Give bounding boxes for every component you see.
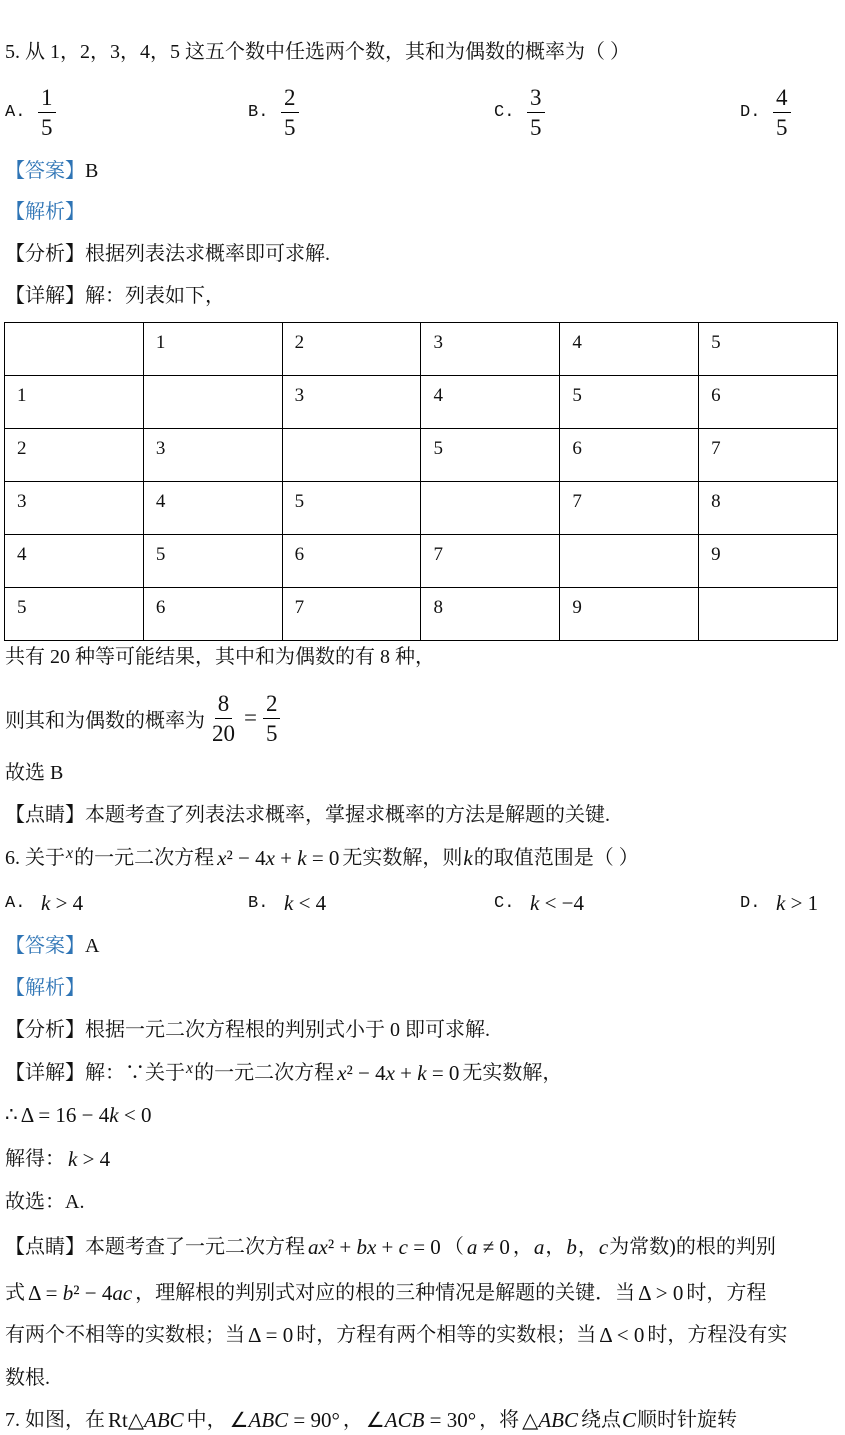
table-cell: 8 — [421, 588, 560, 641]
math-inequality: Δ = 16 − 4k < 0 — [20, 1103, 152, 1127]
table-cell: 6 — [282, 535, 421, 588]
answer-value: A — [85, 935, 100, 957]
math-inequality: Δ < 0 — [599, 1323, 645, 1347]
math-equation: ax² + bx + c = 0 — [308, 1235, 441, 1259]
math-variable: c — [598, 1235, 609, 1259]
option-label: B. — [248, 103, 269, 122]
q6-dianjing-line-2 — [5, 1279, 766, 1307]
option-label: A. — [5, 893, 26, 913]
option-expression: k < 4 — [284, 890, 327, 915]
q6-option-b — [248, 889, 329, 917]
text-segment: 【点睛】本题考查了一元二次方程 — [5, 1236, 305, 1258]
option-fraction — [773, 86, 791, 139]
text-segment: （ — [443, 1236, 464, 1258]
text-segment: 时，方程 — [686, 1282, 767, 1304]
math-variable: C — [622, 1408, 637, 1432]
table-header-cell: 5 — [699, 323, 838, 376]
option-expression: k > 4 — [41, 890, 84, 915]
q5-option-a — [5, 86, 56, 139]
text-segment: 【详解】解：∵关于 — [5, 1062, 185, 1084]
option-fraction — [527, 86, 545, 139]
stem-text: 的一元二次方程 — [74, 847, 215, 869]
q5-xiangjie: 【详解】解：列表如下， — [5, 285, 225, 307]
q6-xiangjie — [5, 1059, 562, 1087]
fraction-numerator: 2 — [263, 692, 281, 719]
table-cell: 6 — [560, 429, 699, 482]
fraction-denominator: 5 — [284, 115, 296, 140]
text-segment: 绕点 — [581, 1409, 621, 1431]
option-expression: k > 1 — [776, 890, 819, 915]
q5-stem-text: 5. 从 1，2，3，4，5 这五个数中任选两个数，其和为偶数的概率为（ ） — [5, 41, 630, 63]
q6-option-c — [494, 889, 587, 917]
fraction-denominator: 20 — [212, 720, 235, 746]
option-expression: k < −4 — [530, 890, 585, 915]
q6-dianjing-line-1 — [5, 1233, 776, 1261]
q6-answer — [5, 932, 99, 960]
answer-tag: 【答案】 — [5, 935, 85, 957]
option-label: D. — [740, 893, 761, 913]
text-segment: 有两个不相等的实数根；当 — [5, 1324, 245, 1346]
table-cell: 5 — [282, 482, 421, 535]
table-header-cell: 2 — [282, 323, 421, 376]
text-segment: 顺时针旋转 — [637, 1409, 738, 1431]
table-cell: 9 — [699, 535, 838, 588]
table-cell: 7 — [699, 429, 838, 482]
table-header-cell: 3 — [421, 323, 560, 376]
probability-fraction — [263, 692, 281, 745]
text-segment: 无实数解， — [462, 1062, 563, 1084]
table-cell — [282, 429, 421, 482]
table-cell: 4 — [143, 482, 282, 535]
q5-dianjing: 【点睛】本题考查了列表法求概率，掌握求概率的方法是解题的关键. — [5, 804, 610, 826]
table-cell: 7 — [421, 535, 560, 588]
q5-answer — [5, 157, 98, 185]
table-cell: 5 — [143, 535, 282, 588]
q5-result: 共有 20 种等可能结果，其中和为偶数的有 8 种， — [5, 646, 435, 668]
table-cell — [699, 588, 838, 641]
text-segment: 中， — [186, 1409, 227, 1431]
math-variable: x — [186, 1060, 194, 1077]
math-equation: x² − 4x + k = 0 — [337, 1061, 460, 1085]
option-label: B. — [248, 893, 269, 913]
math-angle: ∠ACB = 30° — [365, 1408, 477, 1432]
equals-sign: = — [244, 705, 257, 730]
table-cell: 6 — [699, 376, 838, 429]
fraction-denominator: 5 — [41, 115, 53, 140]
table-row — [5, 482, 838, 535]
text-segment: ，理解根的判别式对应的根的三种情况是解题的关键．当 — [135, 1282, 636, 1304]
fraction-numerator: 1 — [38, 86, 56, 113]
q5-choose: 故选 B — [5, 762, 64, 784]
table-cell — [560, 535, 699, 588]
fraction-denominator: 5 — [265, 720, 278, 746]
q5-probability — [5, 690, 280, 746]
text-segment: 式 — [5, 1282, 25, 1304]
table-row-header-cell: 1 — [5, 376, 144, 429]
q6-analysis-tag: 【解析】 — [5, 977, 85, 999]
q5-stem — [5, 38, 630, 66]
text-segment: ， — [512, 1236, 533, 1258]
math-condition: a ≠ 0 — [466, 1235, 510, 1259]
text-segment: ， — [545, 1236, 566, 1258]
stem-text: 的取值范围是（ ） — [473, 847, 639, 869]
math-inequality: k > 4 — [68, 1147, 111, 1171]
text-segment: 时，方程没有实 — [647, 1324, 788, 1346]
math-text: Rt — [108, 1408, 128, 1432]
option-label: D. — [740, 103, 761, 122]
text-segment: ，将 — [479, 1409, 520, 1431]
q6-dianjing-line-3 — [5, 1321, 787, 1349]
stem-text: 6. 关于 — [5, 847, 65, 869]
q5-analysis-tag: 【解析】 — [5, 201, 85, 223]
text-segment: 时，方程有两个相等的实数根；当 — [296, 1324, 597, 1346]
table-cell — [143, 376, 282, 429]
table-cell: 8 — [699, 482, 838, 535]
q6-fenxi: 【分析】根据一元二次方程根的判别式小于 0 即可求解. — [5, 1019, 490, 1041]
math-variable: b — [566, 1235, 577, 1259]
math-variable: x — [66, 845, 74, 862]
table-header-cell — [5, 323, 144, 376]
table-cell: 5 — [560, 376, 699, 429]
math-variable: k — [463, 846, 473, 870]
table-row-header-cell: 2 — [5, 429, 144, 482]
table-row — [5, 588, 838, 641]
table-cell: 7 — [560, 482, 699, 535]
table-row-header-cell: 3 — [5, 482, 144, 535]
q5-option-b — [248, 86, 299, 139]
q5-option-c — [494, 86, 545, 139]
text-segment: 解得： — [5, 1148, 65, 1170]
q6-delta — [5, 1101, 154, 1129]
table-cell: 3 — [143, 429, 282, 482]
table-cell: 4 — [421, 376, 560, 429]
q5-option-d — [740, 86, 791, 139]
fraction-denominator: 5 — [776, 115, 788, 140]
option-fraction — [38, 86, 56, 139]
text-segment: 数根. — [5, 1367, 50, 1389]
math-angle: ∠ABC = 90° — [229, 1408, 340, 1432]
answer-tag: 【答案】 — [5, 160, 85, 182]
table-row — [5, 376, 838, 429]
math-variable: a — [533, 1235, 545, 1259]
math-triangle: △ABC — [522, 1408, 578, 1432]
option-fraction — [281, 86, 299, 139]
table-cell — [421, 482, 560, 535]
q6-stem — [5, 844, 639, 872]
answer-value: B — [85, 160, 99, 182]
table-header-cell: 4 — [560, 323, 699, 376]
text-segment: ， — [342, 1409, 363, 1431]
math-triangle: △ABC — [127, 1408, 184, 1432]
table-row — [5, 535, 838, 588]
math-discriminant: Δ = b² − 4ac — [28, 1281, 133, 1305]
math-inequality: Δ > 0 — [638, 1281, 684, 1305]
table-header-cell: 1 — [143, 323, 282, 376]
table-row-header-cell: 4 — [5, 535, 144, 588]
q5-fenxi: 【分析】根据列表法求概率即可求解. — [5, 243, 330, 265]
option-label: A. — [5, 103, 26, 122]
stem-text: 无实数解，则 — [342, 847, 463, 869]
table-cell: 6 — [143, 588, 282, 641]
q6-option-a — [5, 889, 86, 917]
q6-choose: 故选：A. — [5, 1191, 85, 1213]
text-segment: 7. 如图，在 — [5, 1409, 105, 1431]
table-cell: 7 — [282, 588, 421, 641]
table-cell: 3 — [282, 376, 421, 429]
text-segment: ， — [577, 1236, 598, 1258]
fraction-numerator: 3 — [527, 86, 545, 113]
table-header-row — [5, 323, 838, 376]
text-segment: 的一元二次方程 — [194, 1062, 335, 1084]
fraction-numerator: 2 — [281, 86, 299, 113]
probability-fraction — [209, 692, 238, 745]
q6-option-d — [740, 889, 821, 917]
probability-prefix: 则其和为偶数的概率为 — [5, 709, 205, 732]
table-cell: 9 — [560, 588, 699, 641]
q6-dianjing-line-4 — [5, 1364, 50, 1392]
fraction-denominator: 5 — [530, 115, 542, 140]
table-row — [5, 429, 838, 482]
fraction-numerator: 8 — [215, 692, 233, 719]
math-equation: Δ = 0 — [248, 1323, 294, 1347]
q7-stem — [5, 1406, 737, 1434]
fraction-numerator: 4 — [773, 86, 791, 113]
option-label: C. — [494, 893, 515, 913]
q6-solve — [5, 1145, 113, 1173]
text-segment: 为常数)的根的判别 — [609, 1236, 776, 1258]
table-cell: 5 — [421, 429, 560, 482]
table-row-header-cell: 5 — [5, 588, 144, 641]
therefore-symbol: ∴ — [5, 1104, 18, 1126]
option-label: C. — [494, 103, 515, 122]
math-equation: x² − 4x + k = 0 — [217, 846, 340, 870]
sum-table — [4, 322, 838, 641]
